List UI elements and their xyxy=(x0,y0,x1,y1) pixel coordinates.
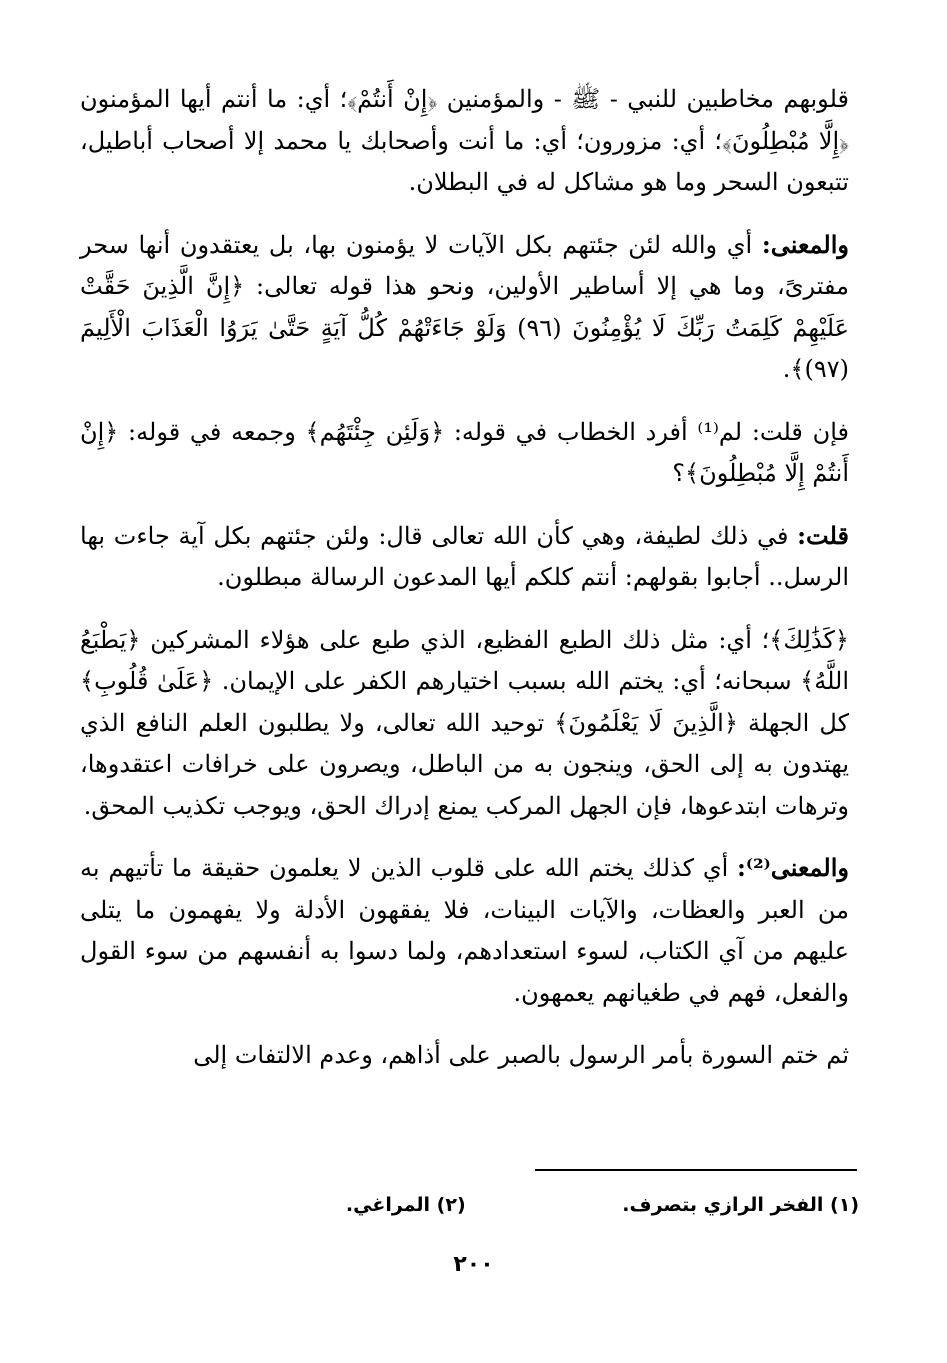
paragraph-text: أي والله لئن جئتهم بكل الآيات لا يؤمنون بها، بل يعتقدون أنها سحر مفترىً، وما هي إلا أساطير الأولين، ونحو هذا قوله تعالى: ﴿إِنَّ الَّذِينَ حَقَّتْ عَلَيْهِمْ كَلِمَتُ رَبِّكَ لَا يُؤْمِنُونَ (٩٦) وَلَوْ جَاءَتْهُمْ كُلُّ آيَةٍ حَتَّىٰ يَرَوُا الْعَذَابَ الْأَلِيمَ (٩٧)﴾. xyxy=(80,230,849,383)
paragraph-lead: قلت: xyxy=(797,520,849,550)
paragraph-text: أي كذلك يختم الله على قلوب الذين لا يعلمون حقيقة ما تأتيهم به من العبر والعظات، والآيات البينات، فلا يفقهون الأدلة ولا يفهمون ما يتلى عليهم من آي الكتاب، لسوء استعدادهم، ولما دسوا به أنفسهم من سوء القول والفعل، فهم في طغيانهم يعمهون. xyxy=(80,854,849,1007)
paragraph-lead: والمعنى: xyxy=(761,229,849,259)
paragraph-5 xyxy=(80,619,849,828)
paragraph-text: في ذلك لطيفة، وهي كأن الله تعالى قال: ولئن جئتهم بكل آية جاءت بها الرسل.. أجابوا بقولهم: أنتم كلكم أيها المدعون الرسالة مبطلون. xyxy=(80,521,849,591)
footnote-2: (٢) المراغي. xyxy=(345,1194,466,1216)
footnotes xyxy=(79,1190,859,1220)
paragraph-2 xyxy=(80,224,849,391)
paragraph-text: ثم ختم السورة بأمر الرسول بالصبر على أذاهم، وعدم الالتفات إلى xyxy=(193,1041,849,1069)
page-number: ٢٠٠ xyxy=(453,1252,494,1277)
paragraph-4 xyxy=(80,515,849,599)
paragraph-lead: والمعنى⁽²⁾: xyxy=(737,853,849,882)
paragraph-6 xyxy=(80,847,849,1014)
paragraph-1 xyxy=(80,78,849,204)
paragraph-3 xyxy=(80,411,849,495)
paragraph-text: قلوبهم مخاطبين للنبي - ﷺ - والمؤمنين ﴿إِنْ أَنتُمْ﴾؛ أي: ما أنتم أيها المؤمنون ﴿إِلَّا مُبْطِلُونَ﴾؛ أي: مزورون؛ أي: ما أنت وأصحابك يا محمد إلا أصحاب أباطيل، تتبعون السحر وما هو مشاكل له في البطلان. xyxy=(80,85,849,196)
footnote-1: (١) الفخر الرازي بتصرف. xyxy=(622,1194,859,1216)
main-text xyxy=(80,78,849,1077)
paragraph-7 xyxy=(80,1034,849,1077)
paragraph-text: ﴿كَذَٰلِكَ﴾؛ أي: مثل ذلك الطبع الفظيع، الذي طبع على هؤلاء المشركين ﴿يَطْبَعُ اللَّهُ﴾ سبحانه؛ أي: يختم الله بسبب اختيارهم الكفر على الإيمان. ﴿عَلَىٰ قُلُوبِ﴾ كل الجهلة ﴿الَّذِينَ لَا يَعْلَمُونَ﴾ توحيد الله تعالى، ولا يطلبون العلم النافع الذي يهتدون به إلى الحق، وينجون به من الباطل، ويصرون على خرافات اعتقدوها، وترهات ابتدعوها، فإن الجهل المركب يمنع إدراك الحق، ويوجب تكذيب المحق. xyxy=(80,625,849,820)
paragraph-text: فإن قلت: لم⁽¹⁾ أفرد الخطاب في قوله: ﴿وَلَئِن جِئْتَهُم﴾ وجمعه في قوله: ﴿إِنْ أَنتُمْ إِلَّا مُبْطِلُونَ﴾؟ xyxy=(80,417,850,487)
footnote-divider xyxy=(535,1169,857,1171)
